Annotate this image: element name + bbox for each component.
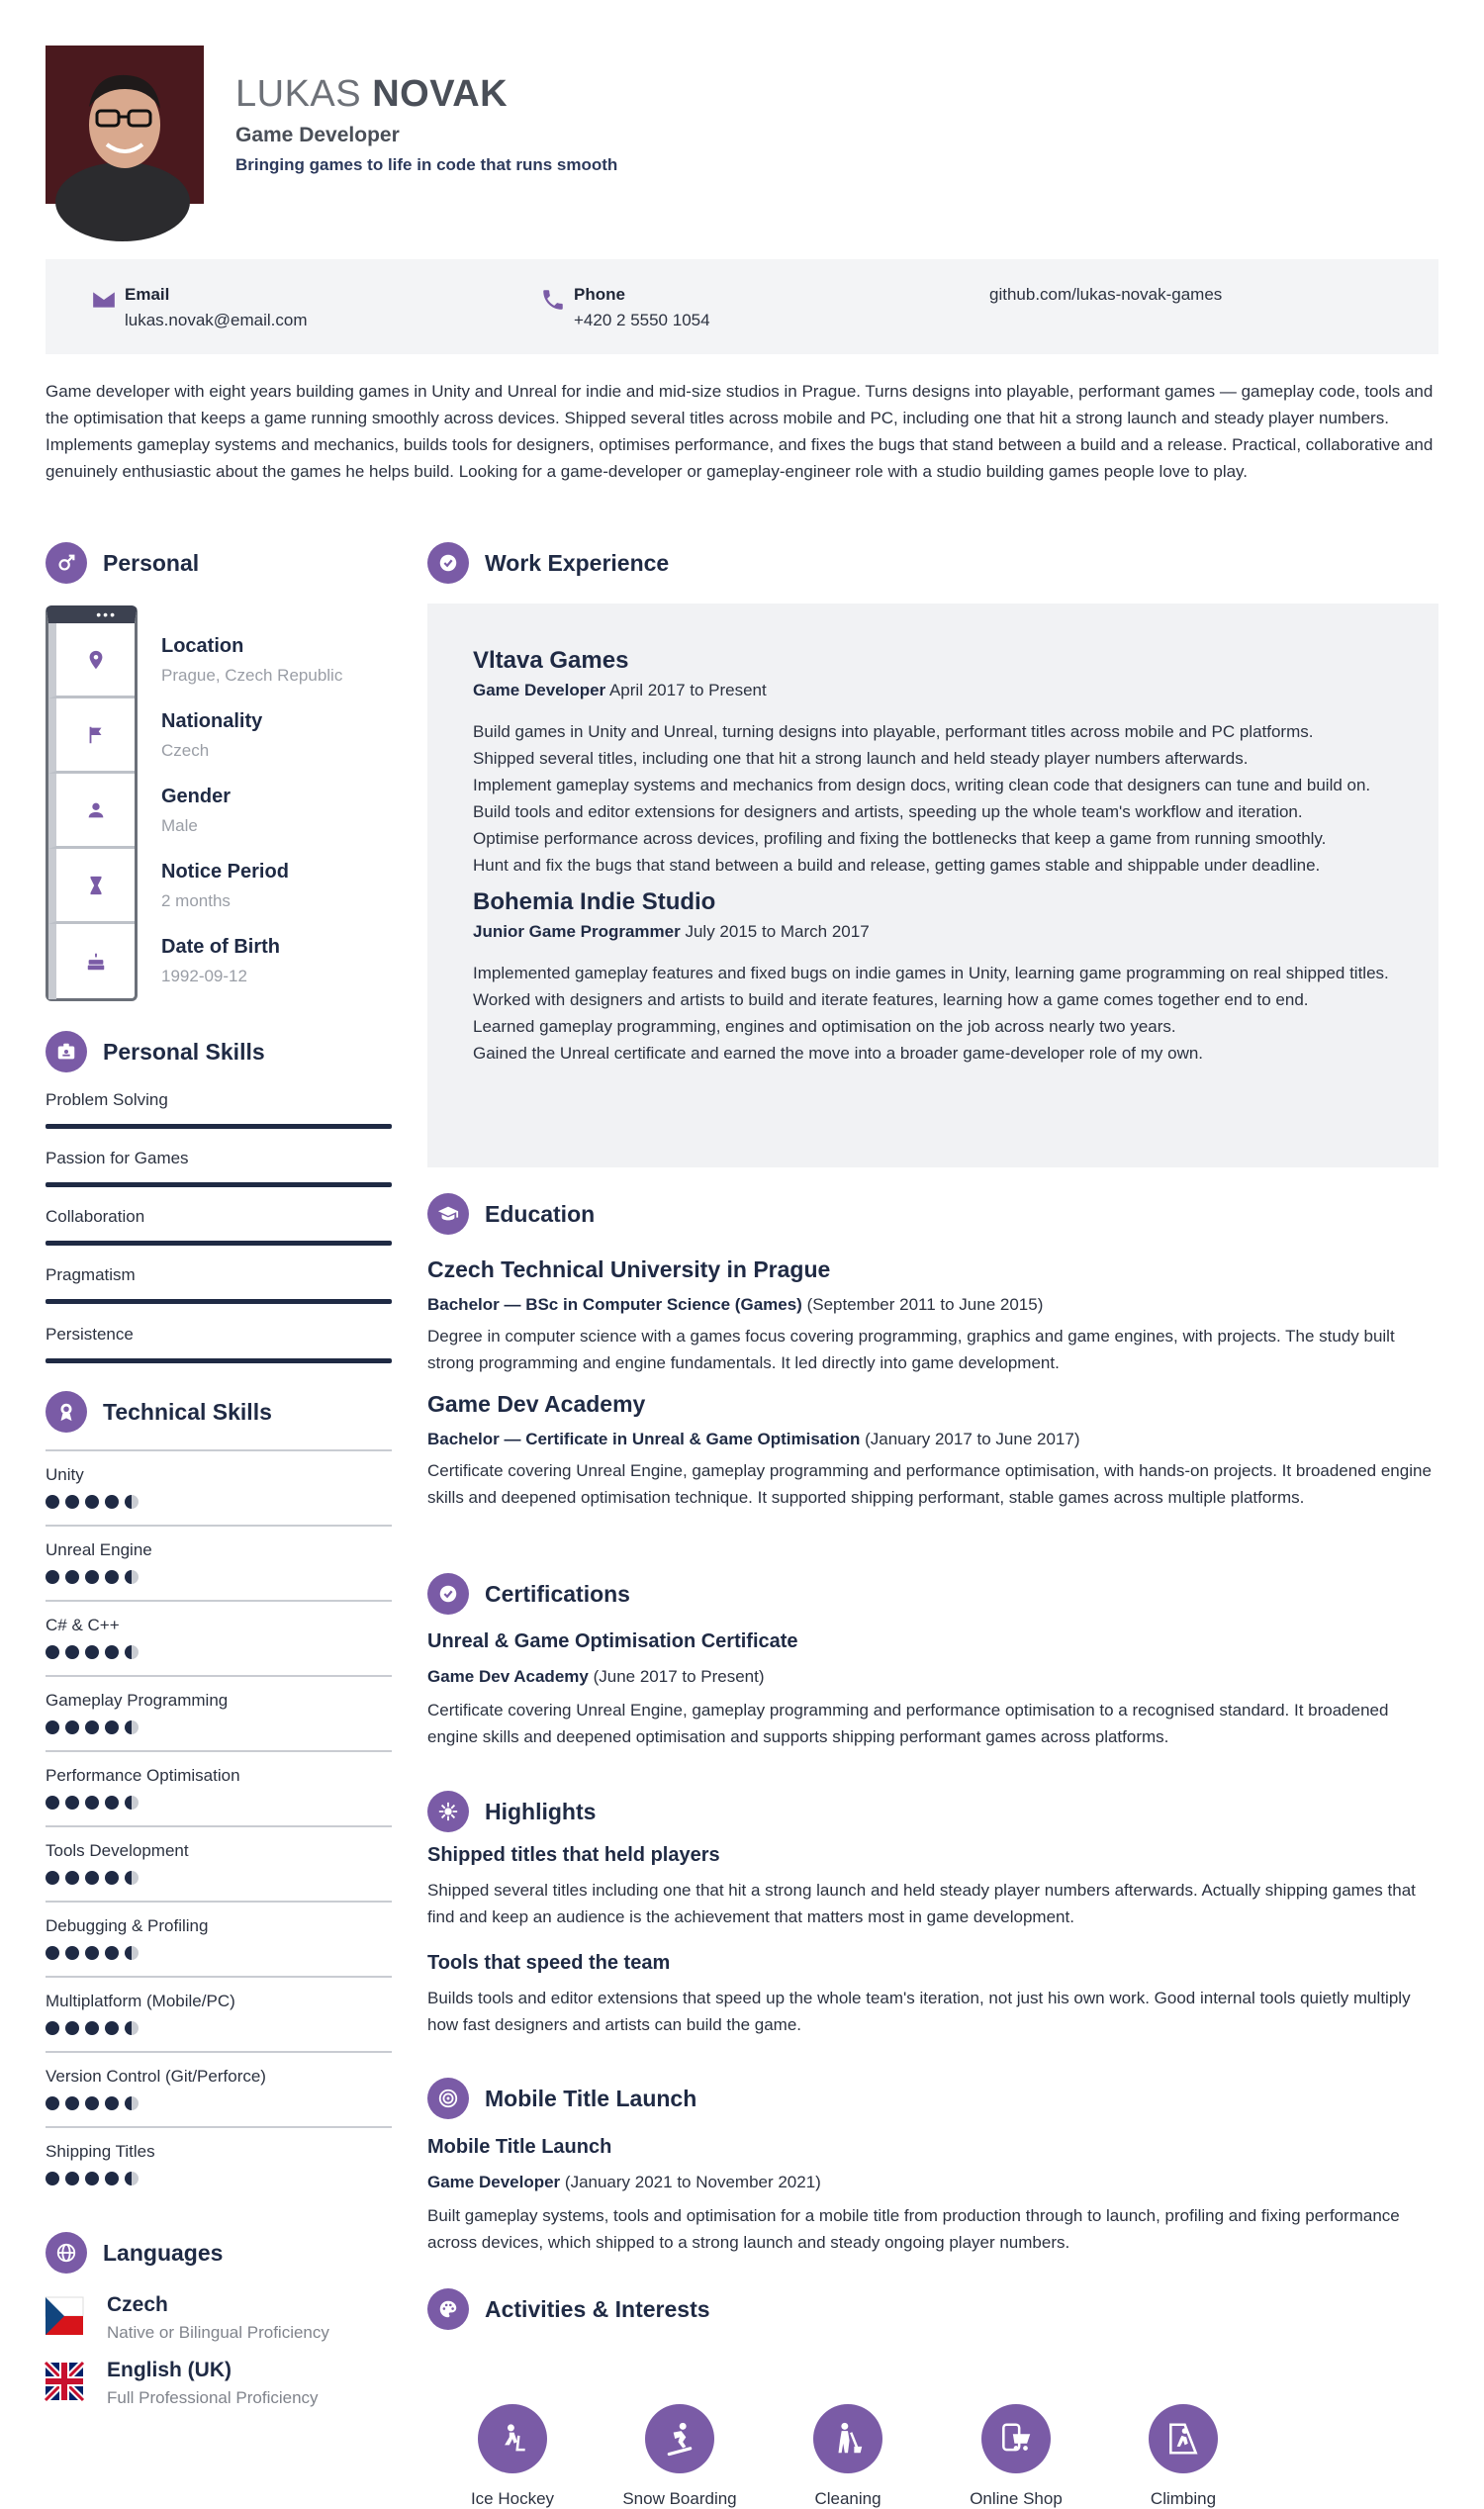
section-certifications — [427, 1573, 630, 1615]
email-icon — [91, 287, 117, 313]
flag-icon — [48, 698, 135, 774]
certification-period: (June 2017 to Present) — [588, 1667, 765, 1686]
rating-dot — [85, 2172, 99, 2185]
person-icon — [48, 774, 135, 849]
rating-dot — [65, 1796, 79, 1810]
hockey-icon — [478, 2404, 547, 2473]
rating-dot — [65, 2021, 79, 2035]
job-bullets — [473, 718, 1393, 879]
rating-dot — [125, 1645, 139, 1659]
skill-label: Passion for Games — [46, 1149, 189, 1167]
skill-rating — [46, 1495, 392, 1509]
language-level: Full Professional Proficiency — [107, 2388, 319, 2407]
section-personal-skills — [46, 1031, 265, 1072]
rating-dot — [85, 1720, 99, 1734]
gender-icon — [46, 542, 87, 584]
technical-skill — [46, 1600, 392, 1659]
target-icon — [427, 2078, 469, 2119]
rating-dot — [85, 1570, 99, 1584]
education-entry — [427, 1391, 1438, 1511]
rating-dot — [46, 1645, 59, 1659]
rating-dot — [65, 2172, 79, 2185]
rating-dot — [105, 2172, 119, 2185]
job-meta — [473, 681, 1393, 700]
rating-dot — [46, 1946, 59, 1960]
section-education — [427, 1193, 595, 1235]
degree-period: (January 2017 to June 2017) — [860, 1430, 1080, 1448]
rating-dot — [105, 1495, 119, 1509]
highlight-entry — [427, 1844, 1438, 1930]
highlight-title: Tools that speed the team — [427, 1952, 671, 1974]
rating-dot — [65, 1871, 79, 1885]
project-name: Mobile Title Launch — [427, 2136, 612, 2158]
rating-dot — [85, 1645, 99, 1659]
rating-dot — [85, 1871, 99, 1885]
personal-skill — [46, 1265, 392, 1304]
rating-dot — [65, 2096, 79, 2110]
section-title: Work Experience — [485, 549, 670, 576]
section-title: Languages — [103, 2239, 224, 2266]
rating-dot — [125, 1946, 139, 1960]
skill-rating — [46, 1645, 392, 1659]
skill-bar — [46, 1241, 392, 1246]
job-period: July 2015 to March 2017 — [680, 922, 870, 941]
rating-dot — [125, 1570, 139, 1584]
job-title: Junior Game Programmer — [473, 922, 681, 941]
education-desc: Degree in computer science with a games focus covering programming, graphics and game engines, with projects. The study built strong programming and engine fundamentals. It led directly into game development. — [427, 1327, 1395, 1372]
profile-photo — [46, 46, 204, 204]
section-title: Education — [485, 1200, 596, 1227]
rating-dot — [105, 1720, 119, 1734]
language-item — [46, 2359, 319, 2408]
technical-skill — [46, 1825, 392, 1885]
skill-rating — [46, 1946, 392, 1960]
skill-rating — [46, 1720, 392, 1734]
skill-label: Problem Solving — [46, 1090, 168, 1109]
pin-icon — [48, 623, 135, 698]
certification-name: Unreal & Game Optimisation Certificate — [427, 1630, 798, 1652]
job-bullet: Learned gameplay programming, engines and optimisation on the job across nearly two years. — [473, 1017, 1176, 1036]
personal-label: Gender — [161, 786, 232, 807]
rating-dot — [65, 1570, 79, 1584]
rating-dot — [85, 1495, 99, 1509]
technical-skill — [46, 1901, 392, 1960]
section-personal — [46, 542, 199, 584]
highlight-entry — [427, 1952, 1438, 2038]
email-label: Email — [125, 285, 170, 304]
project-desc: Built gameplay systems, tools and optimisation for a mobile title from production through to launch, profiling and fixing performance across devices, which shipped to a strong launch and steady ongoing player numbers. — [427, 2206, 1400, 2252]
technical-skill — [46, 2126, 392, 2185]
job-title: Game Developer — [235, 123, 400, 146]
rating-dot — [65, 1720, 79, 1734]
skill-bar — [46, 1358, 392, 1363]
rating-dot — [46, 1570, 59, 1584]
degree-meta — [427, 1295, 1438, 1315]
section-title: Mobile Title Launch — [485, 2085, 697, 2111]
skill-label: Gameplay Programming — [46, 1691, 229, 1710]
job-bullet: Implement gameplay systems and mechanics from design docs, writing clean code that designers can tune and build on. — [473, 776, 1371, 794]
interest-label: Cleaning — [814, 2489, 881, 2508]
job-meta — [473, 922, 1393, 942]
interest-item — [438, 2404, 587, 2509]
personal-dob — [161, 936, 280, 986]
technical-skill — [46, 1675, 392, 1734]
highlight-desc: Shipped several titles including one that hit a strong launch and held steady player numbers afterwards. Actually shipping games that find and keep an audience is the achievement that matters most in game development. — [427, 1881, 1416, 1926]
personal-label: Date of Birth — [161, 936, 280, 958]
skill-label: Debugging & Profiling — [46, 1916, 209, 1935]
personal-nationality — [161, 710, 262, 761]
rating-dot — [125, 1495, 139, 1509]
award-icon — [46, 1391, 87, 1433]
phone-label: Phone — [574, 285, 625, 304]
section-title: Highlights — [485, 1798, 597, 1824]
job-bullet: Shipped several titles, including one that hit a strong launch and held steady player numbers afterwards. — [473, 749, 1249, 768]
personal-value: Prague, Czech Republic — [161, 666, 343, 685]
globe-icon — [46, 2232, 87, 2274]
skill-label: Performance Optimisation — [46, 1766, 240, 1785]
rating-dot — [125, 1796, 139, 1810]
section-work-experience — [427, 542, 669, 584]
project-meta — [427, 2173, 1438, 2192]
rating-dot — [85, 2021, 99, 2035]
company-name: Bohemia Indie Studio — [473, 888, 716, 915]
rating-dot — [85, 2096, 99, 2110]
technical-skill — [46, 1449, 392, 1509]
degree: Bachelor — Certificate in Unreal & Game Optimisation — [427, 1430, 861, 1448]
interest-label: Climbing — [1150, 2489, 1217, 2508]
education-entry — [427, 1256, 1438, 1376]
personal-gender — [161, 786, 231, 836]
personal-card — [46, 605, 138, 1001]
personal-value: Male — [161, 816, 198, 835]
school-name: Czech Technical University in Prague — [427, 1256, 831, 1282]
dots-icon: ••• — [96, 606, 117, 622]
skill-rating — [46, 2096, 392, 2110]
technical-skill — [46, 1976, 392, 2035]
personal-skill — [46, 1207, 392, 1246]
degree: Bachelor — BSc in Computer Science (Games) — [427, 1295, 802, 1314]
skill-rating — [46, 1871, 392, 1885]
section-title: Activities & Interests — [485, 2295, 710, 2322]
technical-skill — [46, 1750, 392, 1810]
interest-item — [605, 2404, 754, 2509]
skill-label: Version Control (Git/Perforce) — [46, 2067, 266, 2086]
personal-notice-period — [161, 861, 289, 911]
section-interests — [427, 2288, 710, 2330]
degree-period: (September 2011 to June 2015) — [801, 1295, 1044, 1314]
language-name: Czech — [107, 2293, 168, 2316]
personal-location — [161, 635, 342, 686]
rating-dot — [105, 1570, 119, 1584]
email-value[interactable]: lukas.novak@email.com — [125, 311, 308, 329]
contact-email — [91, 285, 308, 330]
job-bullet: Implemented gameplay features and fixed bugs on indie games in Unity, learning game programming on real shipped titles. — [473, 964, 1389, 982]
job-bullet: Optimise performance across devices, profiling and fixing the bottlenecks that keep a game from running smoothly. — [473, 829, 1327, 848]
skill-bar — [46, 1182, 392, 1187]
personal-value: Czech — [161, 741, 210, 760]
github-link[interactable]: github.com/lukas-novak-games — [989, 285, 1223, 304]
certification-issuer: Game Dev Academy — [427, 1667, 589, 1686]
personal-value: 2 months — [161, 891, 231, 910]
section-title: Certifications — [485, 1580, 630, 1607]
job-bullet: Hunt and fix the bugs that stand between a build and release, getting games stable and shippable under deadline. — [473, 856, 1321, 875]
personal-skill — [46, 1149, 392, 1187]
rating-dot — [46, 2021, 59, 2035]
last-name: NOVAK — [372, 73, 509, 116]
rating-dot — [105, 1645, 119, 1659]
section-title: Personal — [103, 549, 200, 576]
id-badge-icon — [46, 1031, 87, 1072]
skill-bar — [46, 1299, 392, 1304]
company-name: Vltava Games — [473, 647, 629, 674]
rating-dot — [85, 1946, 99, 1960]
job-entry — [473, 647, 1393, 879]
skill-label: Tools Development — [46, 1841, 189, 1860]
personal-label: Location — [161, 635, 244, 657]
uk-flag-icon — [46, 2363, 83, 2400]
personal-skill — [46, 1090, 392, 1129]
skill-label: Multiplatform (Mobile/PC) — [46, 1992, 235, 2010]
technical-skill — [46, 2051, 392, 2110]
cleaning-icon — [813, 2404, 882, 2473]
personal-label: Notice Period — [161, 861, 289, 883]
interest-label: Ice Hockey — [470, 2489, 555, 2508]
rating-dot — [46, 1796, 59, 1810]
job-bullet: Build tools and editor extensions for designers and artists, speeding up the whole team's workflow and iteration. — [473, 802, 1303, 821]
rating-dot — [125, 2096, 139, 2110]
project-role: Game Developer — [427, 2173, 561, 2191]
job-bullet: Worked with designers and artists to build and iterate features, learning how a game comes together end to end. — [473, 990, 1309, 1009]
certification-desc: Certificate covering Unreal Engine, gameplay programming and performance optimisation to a recognised standard. It broadened engine skills and deepened optimisation and supports shipping performant games across platforms. — [427, 1701, 1389, 1746]
czech-flag-icon — [46, 2297, 83, 2335]
rating-dot — [105, 2021, 119, 2035]
tagline: Bringing games to life in code that runs smooth — [235, 154, 618, 174]
skill-rating — [46, 1796, 392, 1810]
sparkle-icon — [427, 1791, 469, 1832]
rating-dot — [105, 1796, 119, 1810]
skill-label: C# & C++ — [46, 1616, 120, 1634]
skill-label: Persistence — [46, 1325, 134, 1344]
rating-dot — [65, 1495, 79, 1509]
skill-rating — [46, 2021, 392, 2035]
job-bullets — [473, 960, 1393, 1067]
graduation-cap-icon — [427, 1193, 469, 1235]
rating-dot — [65, 1946, 79, 1960]
skill-label: Unreal Engine — [46, 1540, 152, 1559]
phone-value[interactable]: +420 2 5550 1054 — [574, 311, 710, 329]
certification-entry — [427, 1630, 1438, 1750]
phone-icon — [540, 287, 566, 313]
badge-check-icon — [427, 542, 469, 584]
section-title: Technical Skills — [103, 1398, 272, 1425]
certification-meta — [427, 1667, 1438, 1687]
rating-dot — [46, 1495, 59, 1509]
rating-dot — [46, 1871, 59, 1885]
school-name: Game Dev Academy — [427, 1391, 646, 1417]
section-technical-skills — [46, 1391, 272, 1433]
education-desc: Certificate covering Unreal Engine, gameplay programming and performance optimisation, with hands-on projects. It broadened engine skills and deepened optimisation technique. It supported shipping performant, stable games across multiple platforms. — [427, 1461, 1432, 1507]
rating-dot — [125, 2172, 139, 2185]
contact-bar — [46, 259, 1438, 354]
language-item — [46, 2293, 329, 2343]
contact-github — [989, 285, 1222, 305]
skill-bar — [46, 1124, 392, 1129]
highlight-desc: Builds tools and editor extensions that speed up the whole team's iteration, not just his own work. Good internal tools quietly multiply how fast designers and artists can build the game. — [427, 1989, 1411, 2034]
contact-phone — [540, 285, 710, 330]
rating-dot — [46, 2172, 59, 2185]
project-entry — [427, 2136, 1438, 2256]
section-project — [427, 2078, 696, 2119]
section-highlights — [427, 1791, 596, 1832]
highlight-title: Shipped titles that held players — [427, 1844, 720, 1866]
rating-dot — [125, 2021, 139, 2035]
rating-dot — [125, 1871, 139, 1885]
rating-dot — [105, 2096, 119, 2110]
section-title: Personal Skills — [103, 1038, 265, 1065]
personal-skill — [46, 1325, 392, 1363]
rating-dot — [65, 1645, 79, 1659]
interest-item — [774, 2404, 922, 2509]
skill-label: Unity — [46, 1465, 84, 1484]
resume-header — [46, 46, 617, 204]
climbing-icon — [1149, 2404, 1218, 2473]
project-period: (January 2021 to November 2021) — [560, 2173, 821, 2191]
cake-icon — [48, 924, 135, 999]
first-name: LUKAS — [235, 73, 362, 116]
interest-item — [942, 2404, 1090, 2509]
personal-label: Nationality — [161, 710, 263, 732]
section-languages — [46, 2232, 223, 2274]
interest-item — [1109, 2404, 1257, 2509]
job-bullet: Build games in Unity and Unreal, turning designs into playable, performant titles across mobile and PC platforms. — [473, 722, 1314, 741]
rating-dot — [46, 1720, 59, 1734]
skill-rating — [46, 2172, 392, 2185]
job-bullet: Gained the Unreal certificate and earned the move into a broader game-developer role of my own. — [473, 1044, 1204, 1063]
rating-dot — [105, 1871, 119, 1885]
badge-check-icon — [427, 1573, 469, 1615]
language-level: Native or Bilingual Proficiency — [107, 2323, 329, 2342]
summary-text: Game developer with eight years building games in Unity and Unreal for indie and mid-size studios in Prague. Turns designs into playable, performant games — gameplay code, tools and the optimisation that keeps a game running smoothly across devices. Shipped several titles across mobile and PC, including one that hit a strong launch and steady player numbers. Implements gameplay systems and mechanics, builds tools for designers, optimises performance, and fixes the bugs that stand between a build and a release. Practical, collaborative and genuinely enthusiastic about the games he helps build. Looking for a game-developer or gameplay-engineer role with a studio building games people love to play. — [46, 382, 1434, 481]
personal-value: 1992-09-12 — [161, 967, 247, 985]
skill-label: Pragmatism — [46, 1265, 136, 1284]
rating-dot — [46, 2096, 59, 2110]
palette-icon — [427, 2288, 469, 2330]
skill-label: Collaboration — [46, 1207, 145, 1226]
degree-meta — [427, 1430, 1438, 1449]
cart-icon — [981, 2404, 1051, 2473]
rating-dot — [125, 1720, 139, 1734]
work-panel — [427, 604, 1438, 1167]
skill-rating — [46, 1570, 392, 1584]
rating-dot — [105, 1946, 119, 1960]
snowboard-icon — [645, 2404, 714, 2473]
rating-dot — [85, 1796, 99, 1810]
hourglass-icon — [48, 849, 135, 924]
technical-skill — [46, 1525, 392, 1584]
job-period: April 2017 to Present — [605, 681, 767, 699]
language-name: English (UK) — [107, 2359, 232, 2381]
interest-label: Snow Boarding — [622, 2489, 737, 2508]
job-entry — [473, 888, 1393, 1067]
candidate-name — [235, 74, 617, 116]
skill-label: Shipping Titles — [46, 2142, 155, 2161]
interest-label: Online Shop — [970, 2489, 1063, 2508]
job-title: Game Developer — [473, 681, 606, 699]
